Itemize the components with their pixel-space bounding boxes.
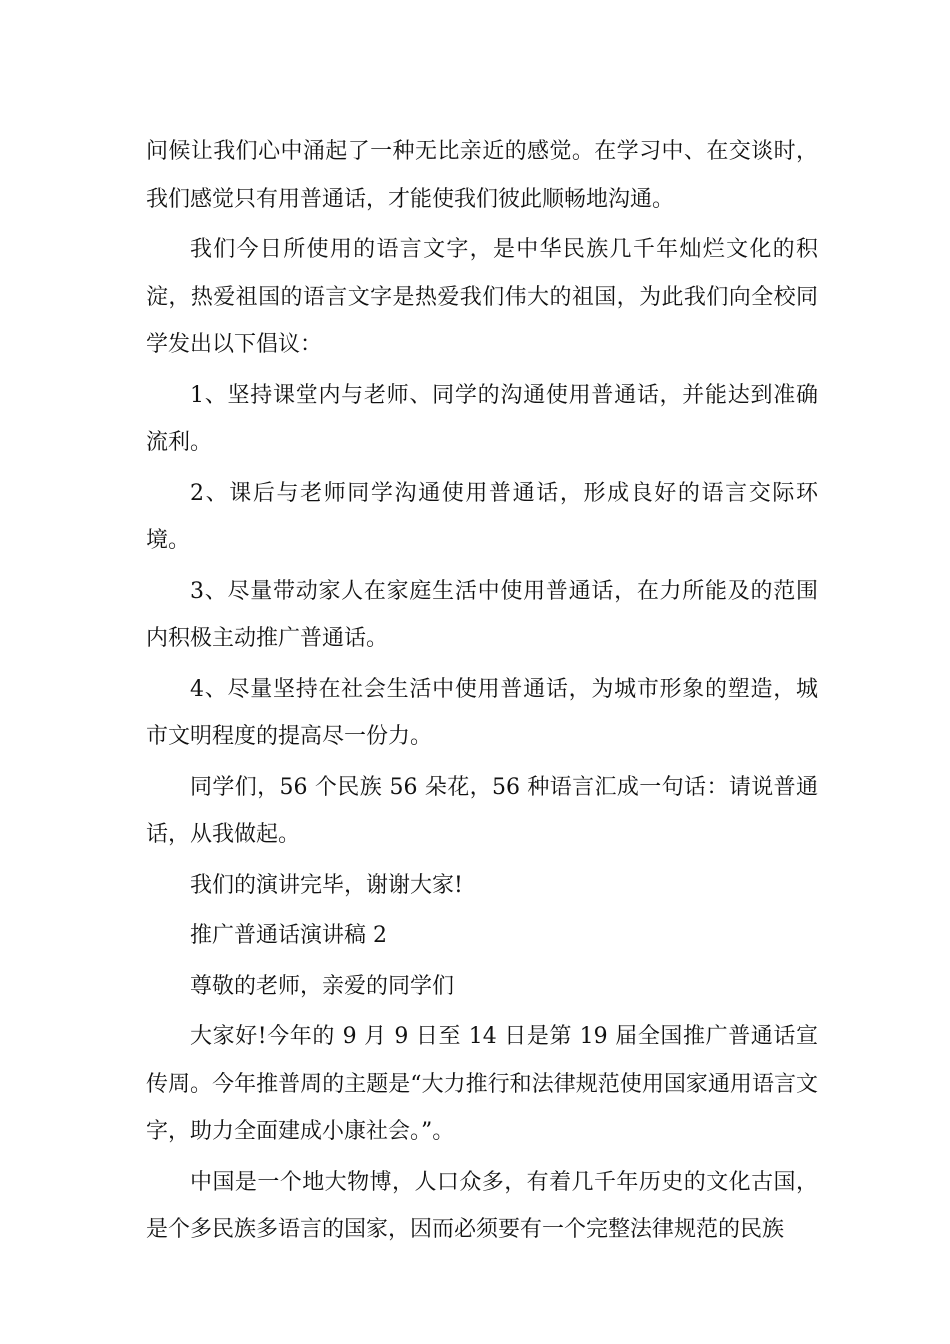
list-item: 2、课后与老师同学沟通使用普通话，形成良好的语言交际环境。: [146, 480, 818, 553]
paragraph: 大家好!今年的 9 月 9 日至 14 日是第 19 届全国推广普通话宣传周。今年推普周的主题是“大力推行和法律规范使用国家通用语言文字，助力全面建成小康社会。”。: [146, 1024, 818, 1144]
paragraph: 问候让我们心中涌起了一种无比亲近的感觉。在学习中、在交谈时，我们感觉只有用普通话，才能使我们彼此顺畅地沟通。: [146, 139, 818, 212]
document-body: [146, 128, 818, 1257]
salutation: 尊敬的老师，亲爱的同学们: [190, 973, 455, 999]
paragraph: 我们今日所使用的语言文字，是中华民族几千年灿烂文化的积淀，热爱祖国的语言文字是热爱我们伟大的祖国，为此我们向全校同学发出以下倡议：: [146, 237, 818, 357]
paragraph: 我们的演讲完毕，谢谢大家!: [190, 872, 463, 898]
paragraph: 同学们，56 个民族 56 朵花，56 种语言汇成一句话：请说普通话，从我做起。: [146, 774, 818, 847]
list-item: 3、尽量带动家人在家庭生活中使用普通话，在力所能及的范围内积极主动推广普通话。: [146, 578, 818, 651]
section-title: 推广普通话演讲稿 2: [190, 923, 387, 948]
list-item: 4、尽量坚持在社会生活中使用普通话，为城市形象的塑造，城市文明程度的提高尽一份力。: [146, 676, 818, 749]
paragraph: 中国是一个地大物博，人口众多，有着几千年历史的文化古国，是个多民族多语言的国家，因而必须要有一个完整法律规范的民族: [146, 1169, 818, 1242]
list-item: 1、坚持课堂内与老师、同学的沟通使用普通话，并能达到准确流利。: [146, 382, 818, 455]
